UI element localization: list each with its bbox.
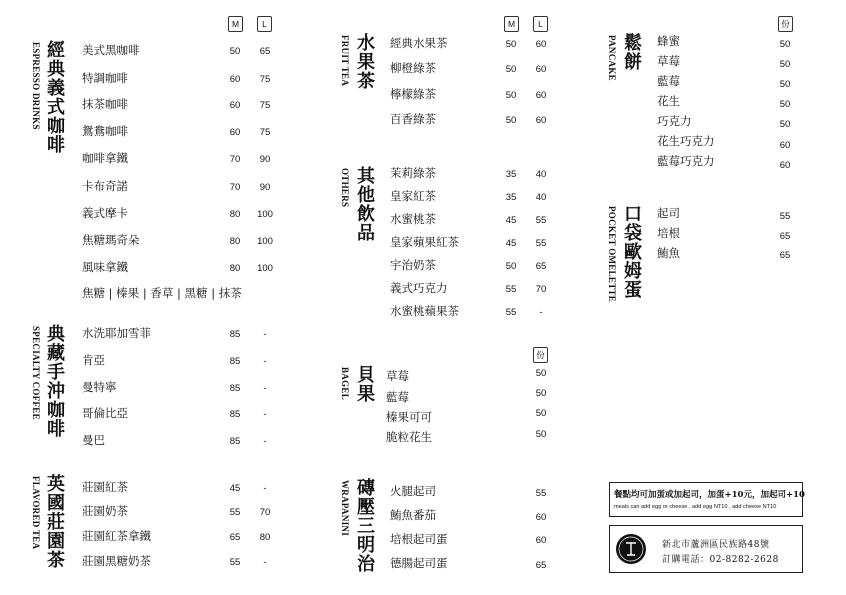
section-title-en: OTHERS (340, 168, 350, 208)
price-m: 85 (229, 329, 241, 340)
shop-logo (616, 534, 646, 564)
price-m: 50 (229, 46, 241, 57)
section-title-zh: 典藏手沖咖啡 (44, 324, 65, 438)
shop-address: 新北市蘆洲區民族路48號 (662, 540, 770, 550)
price-l: 70 (259, 507, 271, 518)
price-l: 65 (535, 261, 547, 272)
price-l: 55 (535, 215, 547, 226)
size-label-l: L (257, 16, 272, 32)
menu-item-name: 水洗耶加雪菲 (82, 326, 151, 340)
menu-item-name: 皇家紅茶 (390, 189, 436, 203)
price-l: - (263, 557, 267, 568)
menu-item-name: 草莓 (386, 369, 409, 383)
menu-item-name: 檸檬綠茶 (390, 87, 436, 101)
menu-item-name: 蜂蜜 (657, 34, 680, 48)
price-l: - (539, 307, 543, 318)
menu-item-name: 宇治奶茶 (390, 258, 436, 272)
menu-item-name: 藍莓 (386, 390, 409, 404)
menu-item-name: 鮪魚番茄 (390, 508, 436, 522)
menu-item-name: 肯亞 (82, 353, 105, 367)
section-title-zh: 水果茶 (354, 33, 375, 90)
menu-item-name: 曼巴 (82, 433, 105, 447)
price-m: 60 (229, 74, 241, 85)
price-m: 70 (229, 182, 241, 193)
size-label-m: M (228, 16, 243, 32)
menu-item-name: 水蜜桃蘋果茶 (390, 304, 459, 318)
price-l: 60 (535, 39, 547, 50)
menu-item-name: 巧克力 (657, 114, 692, 128)
price-l: 70 (535, 284, 547, 295)
menu-item-name: 起司 (657, 206, 680, 220)
menu-item-name: 莊園紅茶拿鐵 (82, 529, 151, 543)
menu-item-name: 藍莓巧克力 (657, 154, 715, 168)
price-l: 60 (535, 115, 547, 126)
price-l: 75 (259, 74, 271, 85)
menu-item-name: 曼特寧 (82, 380, 117, 394)
section-title-en: PANCAKE (607, 35, 617, 81)
section-title-zh: 鬆餅 (621, 33, 642, 71)
menu-item-name: 草莓 (657, 54, 680, 68)
price-l: 40 (535, 192, 547, 203)
price-m: 85 (229, 409, 241, 420)
price-m: 50 (505, 115, 517, 126)
section-title-zh: 口袋歐姆蛋 (621, 204, 642, 299)
price: 50 (779, 99, 791, 110)
price: 50 (535, 388, 547, 399)
price-l: 75 (259, 100, 271, 111)
price-m: 50 (505, 261, 517, 272)
price-l: 100 (257, 236, 273, 247)
add-on-note (609, 482, 803, 517)
menu-item-name: 卡布奇諾 (82, 179, 128, 193)
section-title-zh: 英國莊園茶 (44, 474, 65, 569)
size-label-m: M (504, 16, 519, 32)
section-title-zh: 磚壓三明治 (354, 478, 375, 573)
price: 60 (779, 160, 791, 171)
price: 60 (779, 140, 791, 151)
price-m: 65 (229, 532, 241, 543)
contact-box (609, 525, 803, 573)
note-en: meals can add egg or cheese , add egg NT10 , add cheese NT10 (614, 504, 777, 510)
menu-item-name: 特調咖啡 (82, 71, 128, 85)
price: 50 (779, 119, 791, 130)
menu-item-name: 鮪魚 (657, 246, 680, 260)
size-label-l: L (533, 16, 548, 32)
price: 50 (779, 59, 791, 70)
price-l: 80 (259, 532, 271, 543)
menu-item-name: 莊園黑糖奶茶 (82, 554, 151, 568)
price-l: 75 (259, 127, 271, 138)
price-l: 100 (257, 209, 273, 220)
section-title-en: POCKET OMELETTE (607, 206, 617, 303)
section-title-en: SPECIALTY COFFEE (31, 326, 41, 420)
menu-item-name: 花生 (657, 94, 680, 108)
price: 55 (779, 211, 791, 222)
price: 50 (779, 79, 791, 90)
menu-item-name: 火腿起司 (390, 484, 436, 498)
menu-item-name: 培根 (657, 226, 680, 240)
price-m: 55 (505, 284, 517, 295)
menu-item-name: 莊園奶茶 (82, 504, 128, 518)
menu-item-name: 經典水果茶 (390, 36, 448, 50)
menu-item-name: 脆粒花生 (386, 430, 432, 444)
price: 60 (535, 535, 547, 546)
price: 50 (535, 408, 547, 419)
menu-item-name: 義式巧克力 (390, 281, 448, 295)
price: 65 (779, 250, 791, 261)
price-l: - (263, 436, 267, 447)
section-title-en: FLAVORED TEA (31, 476, 41, 550)
price-m: 45 (505, 215, 517, 226)
price: 50 (779, 39, 791, 50)
price-l: 60 (535, 64, 547, 75)
price-m: 55 (505, 307, 517, 318)
menu-item-name: 鴛鴦咖啡 (82, 124, 128, 138)
price-l: - (263, 329, 267, 340)
price-l: 90 (259, 154, 271, 165)
price-m: 70 (229, 154, 241, 165)
price: 65 (779, 231, 791, 242)
menu-item-name: 百香綠茶 (390, 112, 436, 126)
section-title-zh: 經典義式咖啡 (44, 40, 65, 154)
menu-item-name: 花生巧克力 (657, 134, 715, 148)
price-l: 60 (535, 90, 547, 101)
flavor-options: 焦糖 | 榛果 | 香草 | 黑糖 | 抹茶 (82, 286, 242, 300)
price-m: 50 (505, 64, 517, 75)
menu-item-name: 義式摩卡 (82, 206, 128, 220)
price-l: 55 (535, 238, 547, 249)
price-m: 60 (229, 127, 241, 138)
note-zh: 餐點均可加蛋或加起司，加蛋+10元，加起司+10 (614, 490, 805, 500)
price-m: 45 (505, 238, 517, 249)
price-m: 55 (229, 557, 241, 568)
price-m: 85 (229, 436, 241, 447)
price: 50 (535, 368, 547, 379)
price: 65 (535, 560, 547, 571)
menu-item-name: 哥倫比亞 (82, 406, 128, 420)
price-l: - (263, 356, 267, 367)
menu-item-name: 咖啡拿鐵 (82, 151, 128, 165)
price-l: - (263, 483, 267, 494)
price-m: 60 (229, 100, 241, 111)
menu-item-name: 藍莓 (657, 74, 680, 88)
price-l: 100 (257, 263, 273, 274)
price-m: 45 (229, 483, 241, 494)
menu-item-name: 美式黑咖啡 (82, 43, 140, 57)
menu-item-name: 焦糖瑪奇朵 (82, 233, 140, 247)
menu-item-name: 榛果可可 (386, 410, 432, 424)
section-title-en: ESPRESSO DRINKS (31, 42, 41, 130)
section-title-en: WRAPANINI (340, 480, 350, 537)
section-title-en: FRUIT TEA (340, 35, 350, 87)
price-m: 55 (229, 507, 241, 518)
menu-item-name: 培根起司蛋 (390, 532, 448, 546)
section-title-zh: 其他飲品 (354, 166, 375, 242)
menu-item-name: 莊園紅茶 (82, 480, 128, 494)
price-m: 50 (505, 90, 517, 101)
menu-item-name: 茉莉綠茶 (390, 166, 436, 180)
menu-item-name: 風味拿鐵 (82, 260, 128, 274)
price-m: 80 (229, 209, 241, 220)
price-m: 35 (505, 192, 517, 203)
price-l: 90 (259, 182, 271, 193)
price-m: 50 (505, 39, 517, 50)
price-m: 80 (229, 236, 241, 247)
price: 50 (535, 429, 547, 440)
menu-item-name: 德腸起司蛋 (390, 556, 448, 570)
menu-item-name: 柳橙綠茶 (390, 61, 436, 75)
price-l: 40 (535, 169, 547, 180)
price: 60 (535, 512, 547, 523)
section-title-zh: 貝果 (354, 365, 375, 403)
price-l: - (263, 383, 267, 394)
price-m: 80 (229, 263, 241, 274)
section-title-en: BAGEL (340, 367, 350, 401)
shop-phone: 訂購電話：02-8282-2628 (662, 555, 779, 565)
portion-label: 份 (533, 347, 548, 363)
price: 55 (535, 488, 547, 499)
price-m: 85 (229, 383, 241, 394)
portion-label: 份 (778, 16, 793, 32)
menu-item-name: 皇家蘋果紅茶 (390, 235, 459, 249)
price-l: 65 (259, 46, 271, 57)
price-m: 85 (229, 356, 241, 367)
menu-item-name: 抹茶咖啡 (82, 97, 128, 111)
menu-item-name: 水蜜桃茶 (390, 212, 436, 226)
price-l: - (263, 409, 267, 420)
price-m: 35 (505, 169, 517, 180)
